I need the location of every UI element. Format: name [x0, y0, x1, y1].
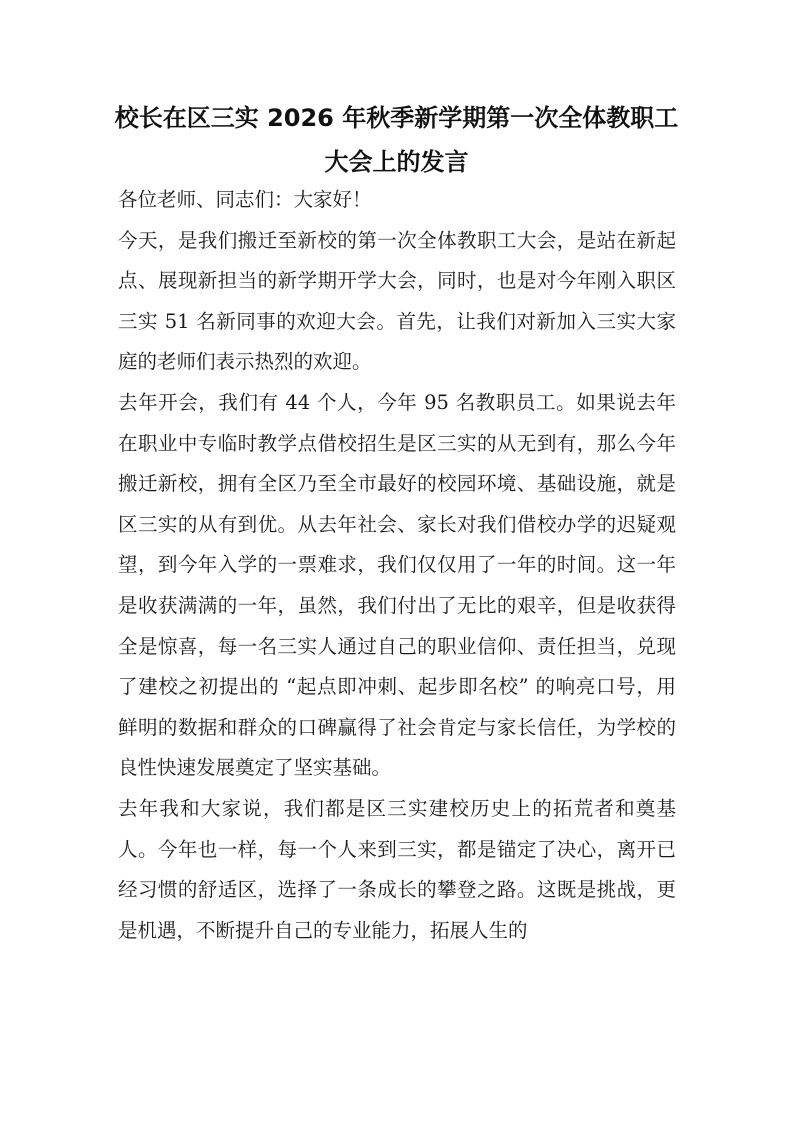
paragraph-review: 去年开会，我们有 44 个人，今年 95 名教职员工。如果说去年在职业中专临时教学点借校招生是区三实的从无到有，那么今年搬迁新校，拥有全区乃至全市最好的校园环境、基础设施，就是区三实的从有到优。从去年社会、家长对我们借校办学的迟疑观望，到今年入学的一票难求，我们仅仅用了一年的时间。这一年是收获满满的一年，虽然，我们付出了无比的艰辛，但是收获得全是惊喜，每一名三实人通过自己的职业信仰、责任担当，兑现了建校之初提出的 “起点即冲刺、起步即名校” 的响亮口号，用鲜明的数据和群众的口碑赢得了社会肯定与家长信任，为学校的良性快速发展奠定了坚实基础。	[118, 390, 676, 780]
paragraph-opening: 今天，是我们搬迁至新校的第一次全体教职工大会，是站在新起点、展现新担当的新学期开学大会，同时，也是对今年刚入职区三实 51 名新同事的欢迎大会。首先，让我们对新加入三实大家庭的老师们表示热烈的欢迎。	[118, 228, 676, 374]
paragraph-greeting: 各位老师、同志们：大家好！	[118, 188, 372, 211]
document-title: 校长在区三实 2026 年秋季新学期第一次全体教职工大会上的发言	[114, 104, 679, 176]
paragraph-pioneers: 去年我和大家说，我们都是区三实建校历史上的拓荒者和奠基人。今年也一样，每一个人来到三实，都是锚定了决心，离开已经习惯的舒适区，选择了一条成长的攀登之路。这既是挑战，更是机遇，不断提升自己的专业能力，拓展人生的	[118, 796, 676, 942]
document-body	[118, 180, 676, 951]
